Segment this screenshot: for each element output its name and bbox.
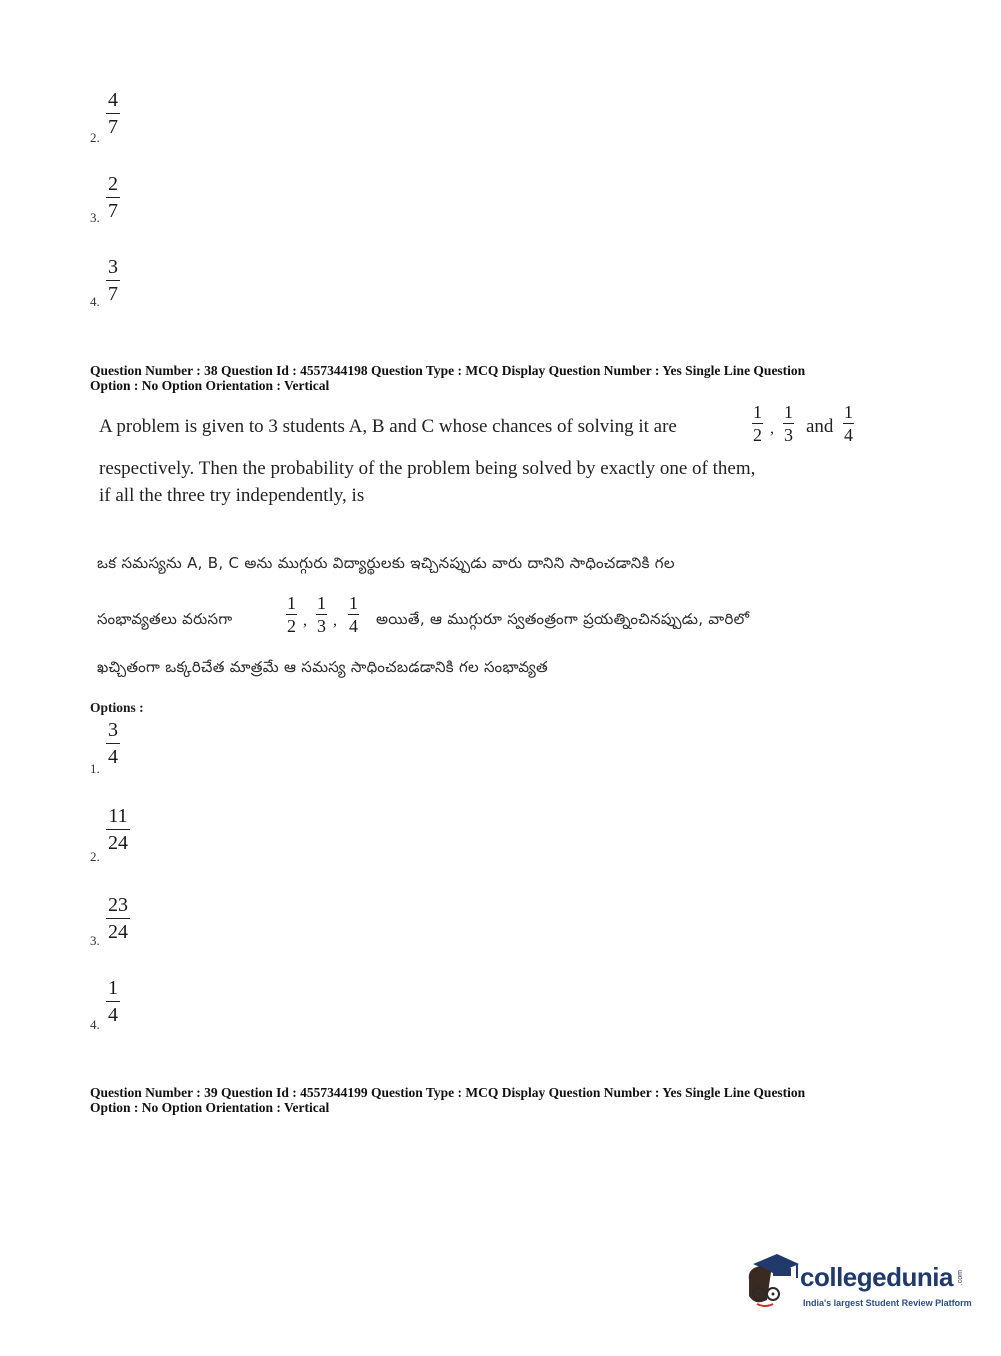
- numerator: 2: [108, 173, 118, 195]
- meta-line: Option : No Option Orientation : Vertical: [90, 1100, 330, 1115]
- option-fraction: [106, 895, 130, 942]
- numerator: 1: [287, 593, 296, 613]
- meta-line: Question Number : 39 Question Id : 4557344199 Question Type : MCQ Display Question Number : Yes Single Line Question: [90, 1085, 806, 1100]
- brand-name: collegedunia: [800, 1262, 953, 1292]
- question-text-en-line1: A problem is given to 3 students A, B and C whose chances of solving it are: [99, 416, 677, 437]
- fraction-third: [783, 403, 794, 444]
- meta-line: Question Number : 38 Question Id : 4557344198 Question Type : MCQ Display Question Number : Yes Single Line Question: [90, 363, 806, 378]
- denominator: 7: [108, 283, 118, 305]
- option-number: 3.: [90, 210, 100, 225]
- option-number: 2.: [90, 130, 100, 145]
- numerator: 1: [349, 593, 358, 613]
- denominator: 7: [108, 116, 118, 138]
- numerator: 1: [317, 593, 326, 613]
- numerator: 1: [784, 402, 793, 422]
- denominator: 24: [108, 921, 128, 943]
- comma: ,: [770, 420, 774, 437]
- option-number: 4.: [90, 1017, 100, 1032]
- option-number: 3.: [90, 933, 100, 948]
- fraction-quarter-te: [348, 594, 359, 635]
- denominator: 2: [287, 616, 296, 636]
- denominator: 4: [349, 616, 358, 636]
- option-fraction: [106, 806, 130, 853]
- denominator: 2: [753, 425, 762, 445]
- mascot-icon: [743, 1250, 801, 1314]
- numerator: 23: [108, 894, 128, 916]
- numerator: 3: [108, 719, 118, 741]
- denominator: 24: [108, 832, 128, 854]
- denominator: 3: [784, 425, 793, 445]
- question-text-te-line1: ఒక సమస్యను A, B, C అను ముగ్గురు విద్యార్థులకు ఇచ్చినప్పుడు వారు దానిని సాధించడానికి గల: [97, 554, 675, 572]
- brand-com: .com: [957, 1270, 964, 1286]
- brand-tagline: India's largest Student Review Platform: [803, 1298, 972, 1308]
- meta-line: Option : No Option Orientation : Vertical: [90, 378, 330, 393]
- numerator: 1: [844, 402, 853, 422]
- question-38-meta: [90, 363, 890, 393]
- denominator: 4: [108, 746, 118, 768]
- option-fraction: [106, 90, 120, 137]
- option-number: 2.: [90, 849, 100, 864]
- denominator: 4: [844, 425, 853, 445]
- question-text-te-line2a: సంభావ్యతలు వరుసగా: [97, 610, 233, 628]
- numerator: 4: [108, 89, 118, 111]
- question-text-te-line2b: అయితే, ఆ ముగ్గురూ స్వతంత్రంగా ప్రయత్నించినప్పుడు, వారిలో: [376, 610, 750, 628]
- numerator: 1: [753, 402, 762, 422]
- question-text-te-line3: ఖచ్చితంగా ఒక్కరిచేత మాత్రమే ఆ సమస్య సాధించబడడానికి గల సంభావ్యత: [97, 658, 549, 676]
- option-number: 1.: [90, 761, 100, 776]
- fraction-third-te: [316, 594, 327, 635]
- option-fraction: [106, 257, 120, 304]
- fraction-half: [752, 403, 763, 444]
- question-39-meta: [90, 1085, 890, 1115]
- option-fraction: [106, 174, 120, 221]
- options-label: Options :: [90, 700, 144, 715]
- numerator: 11: [108, 805, 128, 827]
- denominator: 3: [317, 616, 326, 636]
- option-fraction: [106, 720, 120, 767]
- numerator: 1: [108, 977, 118, 999]
- comma: ,: [333, 612, 337, 629]
- option-number: 4.: [90, 294, 100, 309]
- comma: ,: [303, 612, 307, 629]
- option-fraction: [106, 978, 120, 1025]
- numerator: 3: [108, 256, 118, 278]
- fraction-quarter: [843, 403, 854, 444]
- denominator: 4: [108, 1004, 118, 1026]
- denominator: 7: [108, 200, 118, 222]
- and-text: and: [806, 416, 834, 437]
- fraction-half-te: [286, 594, 297, 635]
- question-text-en-line2: respectively. Then the probability of the problem being solved by exactly one of them,: [99, 458, 756, 479]
- question-text-en-line3: if all the three try independently, is: [99, 485, 365, 506]
